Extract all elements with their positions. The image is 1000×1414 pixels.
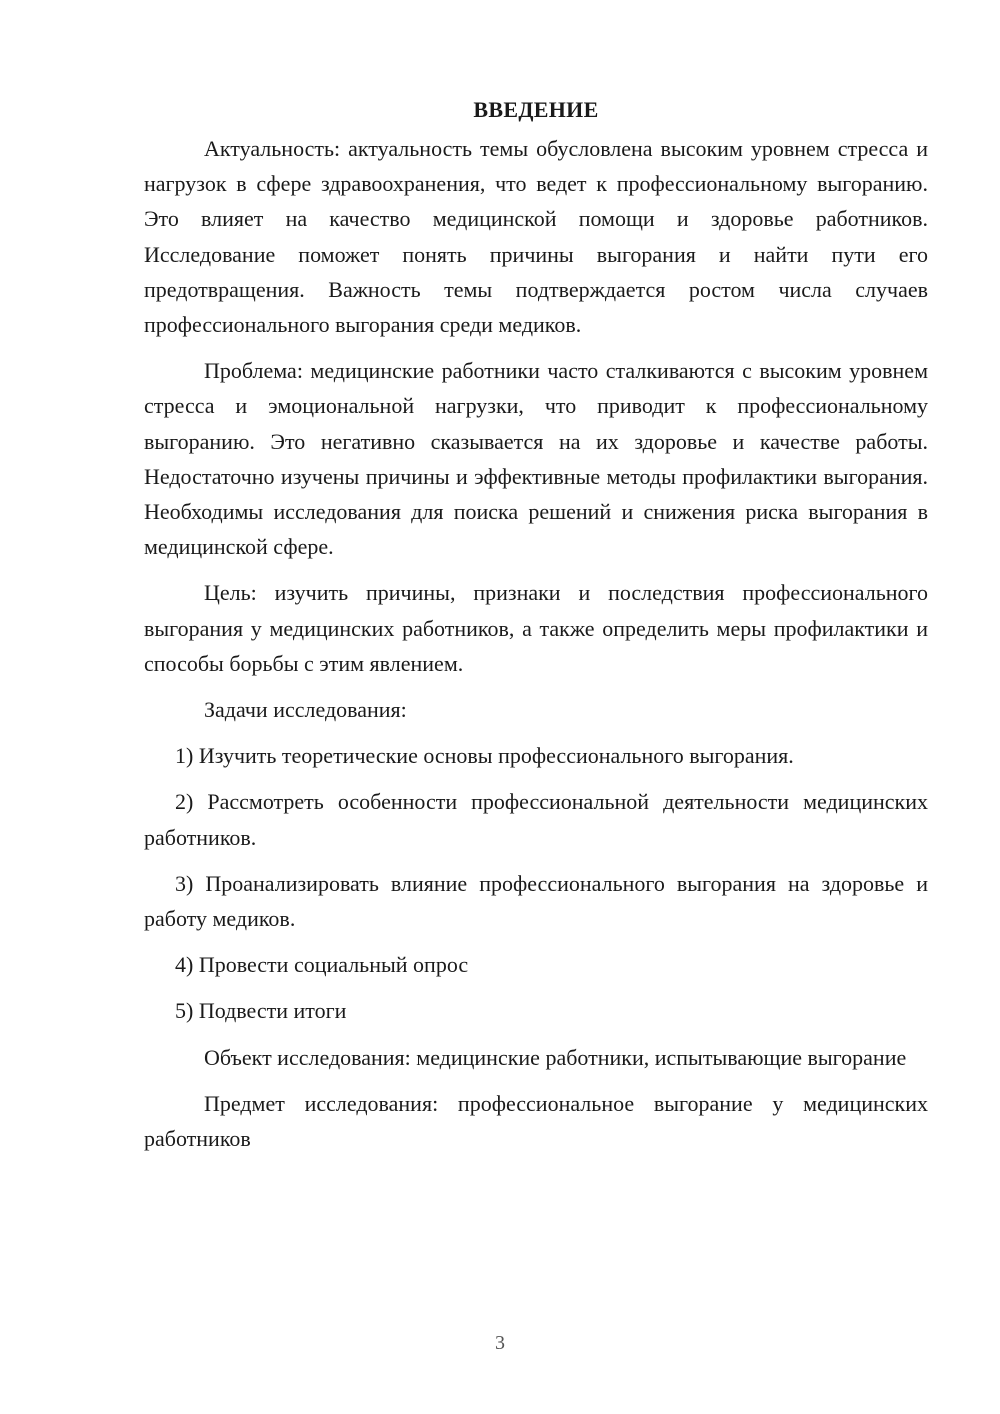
object-paragraph: Объект исследования: медицинские работники, испытывающие выгорание [204,1044,907,1070]
page-number: 3 [495,1332,505,1354]
subject-paragraph: Предмет исследования: профессиональное выгорание у медицинских работников [144,1090,928,1152]
task-item: 1) Изучить теоретические основы профессионального выгорания. [175,743,794,769]
section-title: ВВЕДЕНИЕ [473,97,599,122]
tasks-heading: Задачи исследования: [204,697,407,723]
task-item: 5) Подвести итоги [175,998,347,1024]
problem-paragraph: Проблема: медицинские работники часто сталкиваются с высоким уровнем стресса и эмоциональной нагрузки, что приводит к профессиональному выгоранию. Это негативно сказывается на их здоровье и качестве работы. Недостаточно изучены причины и эффективные методы профилактики выгорания. Необходимы исследования для поиска решений и снижения риска выгорания в медицинской сфере. [144,358,928,560]
goal-paragraph: Цель: изучить причины, признаки и последствия профессионального выгорания у медицинских работников, а также определить меры профилактики и способы борьбы с этим явлением. [144,580,928,676]
relevance-paragraph: Актуальность: актуальность темы обусловлена высоким уровнем стресса и нагрузок в сфере здравоохранения, что ведет к профессиональному выгоранию. Это влияет на качество медицинской помощи и здоровье работников. Исследование поможет понять причины выгорания и найти пути его предотвращения. Важность темы подтверждается ростом числа случаев профессионального выгорания среди медиков. [144,136,928,338]
task-item: 3) Проанализировать влияние профессионального выгорания на здоровье и работу медиков. [144,870,928,932]
document-page [144,92,928,1167]
task-item: 2) Рассмотреть особенности профессиональной деятельности медицинских работников. [144,789,928,850]
task-item: 4) Провести социальный опрос [175,952,469,978]
